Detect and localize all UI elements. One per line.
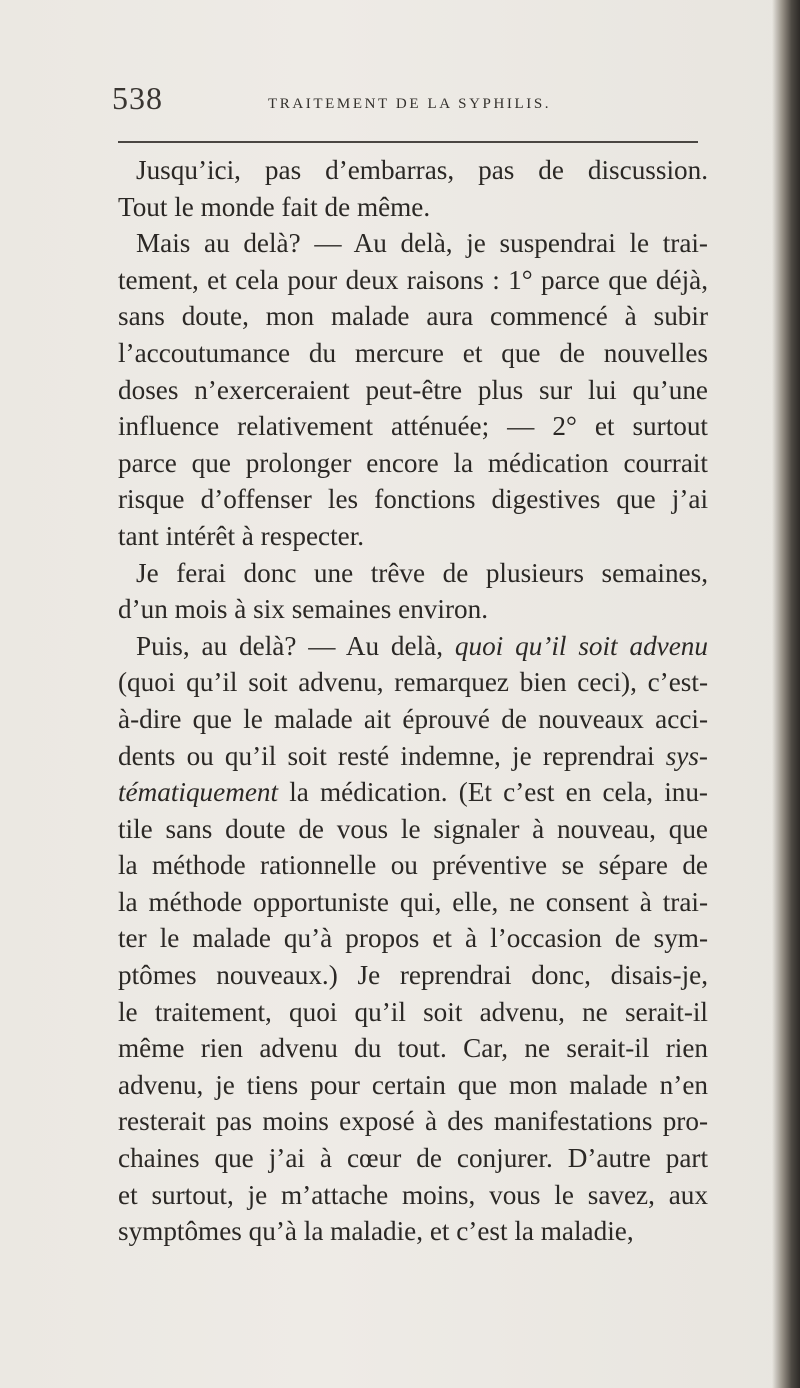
text-line xyxy=(118,152,708,189)
text-fragment: Je ferai donc une trêve de plusieurs semaines, xyxy=(136,557,708,588)
text-line xyxy=(118,664,708,701)
text-fragment: symptômes qu’à la maladie, et c’est la maladie, xyxy=(118,1216,634,1247)
text-line xyxy=(118,738,708,775)
text-line xyxy=(118,189,708,226)
text-line xyxy=(118,847,708,884)
italic-phrase: tématiquement xyxy=(118,777,279,808)
text-line xyxy=(118,335,708,372)
text-line xyxy=(118,1030,708,1067)
text-fragment: à-dire que le malade ait éprouvé de nouveaux acci- xyxy=(118,703,708,734)
text-fragment: la méthode opportuniste qui, elle, ne consent à trai- xyxy=(118,886,708,917)
text-fragment: Puis, au delà? — Au delà, xyxy=(136,630,455,661)
text-fragment: advenu, je tiens pour certain que mon malade n’en xyxy=(118,1069,708,1100)
text-line xyxy=(118,774,708,811)
text-fragment: chaines que j’ai à cœur de conjurer. D’autre part xyxy=(118,1143,708,1174)
text-fragment: sans doute, mon malade aura commencé à subir xyxy=(118,301,708,332)
text-fragment: ter le malade qu’à propos et à l’occasion de sym- xyxy=(118,923,708,954)
text-line xyxy=(118,994,708,1031)
text-fragment: tile sans doute de vous le signaler à nouveau, que xyxy=(118,813,708,844)
italic-phrase: quoi qu’il soit advenu xyxy=(454,630,708,661)
text-fragment: resterait pas moins exposé à des manifestations pro- xyxy=(118,1106,708,1137)
text-fragment: Mais au delà? — Au delà, je suspendrai le trai- xyxy=(136,228,708,259)
text-line xyxy=(118,591,708,628)
text-fragment: parce que prolonger encore la médication courrait xyxy=(118,447,708,478)
text-fragment: même rien advenu du tout. Car, ne serait-il rien xyxy=(118,1033,708,1064)
text-fragment: influence relativement atténuée; — 2° et surtout xyxy=(118,411,708,442)
text-fragment: doses n’exerceraient peut-être plus sur lui qu’une xyxy=(118,374,708,405)
text-fragment: tement, et cela pour deux raisons : 1° parce que déjà, xyxy=(118,264,708,295)
header-rule xyxy=(118,141,698,143)
text-fragment: Jusqu’ici, pas d’embarras, pas de discussion. xyxy=(136,155,708,185)
italic-phrase: sys- xyxy=(665,740,708,771)
text-fragment: ptômes nouveaux.) Je reprendrai donc, disais-je, xyxy=(118,960,708,991)
body-text xyxy=(118,152,708,1250)
text-line xyxy=(118,1213,708,1250)
text-fragment: le traitement, quoi qu’il soit advenu, ne serait-il xyxy=(118,996,708,1027)
text-fragment: tant intérêt à respecter. xyxy=(118,520,365,551)
text-line xyxy=(118,1140,708,1177)
text-fragment: dents ou qu’il soit resté indemne, je reprendrai xyxy=(118,740,666,771)
text-line xyxy=(118,225,708,262)
text-line xyxy=(118,811,708,848)
text-line xyxy=(118,957,708,994)
page-number: 538 xyxy=(112,80,163,116)
text-line xyxy=(118,628,708,665)
text-line xyxy=(118,298,708,335)
text-line xyxy=(118,1103,708,1140)
text-fragment: (quoi qu’il soit advenu, remarquez bien ceci), c’est- xyxy=(118,667,708,698)
text-line xyxy=(118,262,708,299)
text-line xyxy=(118,701,708,738)
text-line xyxy=(118,555,708,592)
text-line xyxy=(118,1177,708,1214)
running-title: TRAITEMENT DE LA SYPHILIS. xyxy=(268,96,552,112)
text-line xyxy=(118,445,708,482)
text-fragment: risque d’offenser les fonctions digestives que j’ai xyxy=(118,484,708,515)
text-line xyxy=(118,408,708,445)
text-line xyxy=(118,1067,708,1104)
text-fragment: l’accoutumance du mercure et que de nouvelles xyxy=(118,337,708,368)
text-line xyxy=(118,884,708,921)
page-edge-shadow xyxy=(772,0,800,1388)
text-fragment: la médication. (Et c’est en cela, inu- xyxy=(278,777,708,808)
text-fragment: Tout le monde fait de même. xyxy=(118,191,431,222)
text-fragment: la méthode rationnelle ou préventive se sépare de xyxy=(118,850,708,881)
text-fragment: d’un mois à six semaines environ. xyxy=(118,594,488,625)
text-fragment: et surtout, je m’attache moins, vous le savez, aux xyxy=(118,1179,708,1210)
text-line xyxy=(118,372,708,409)
text-line xyxy=(118,518,708,555)
text-line xyxy=(118,920,708,957)
text-line xyxy=(118,481,708,518)
